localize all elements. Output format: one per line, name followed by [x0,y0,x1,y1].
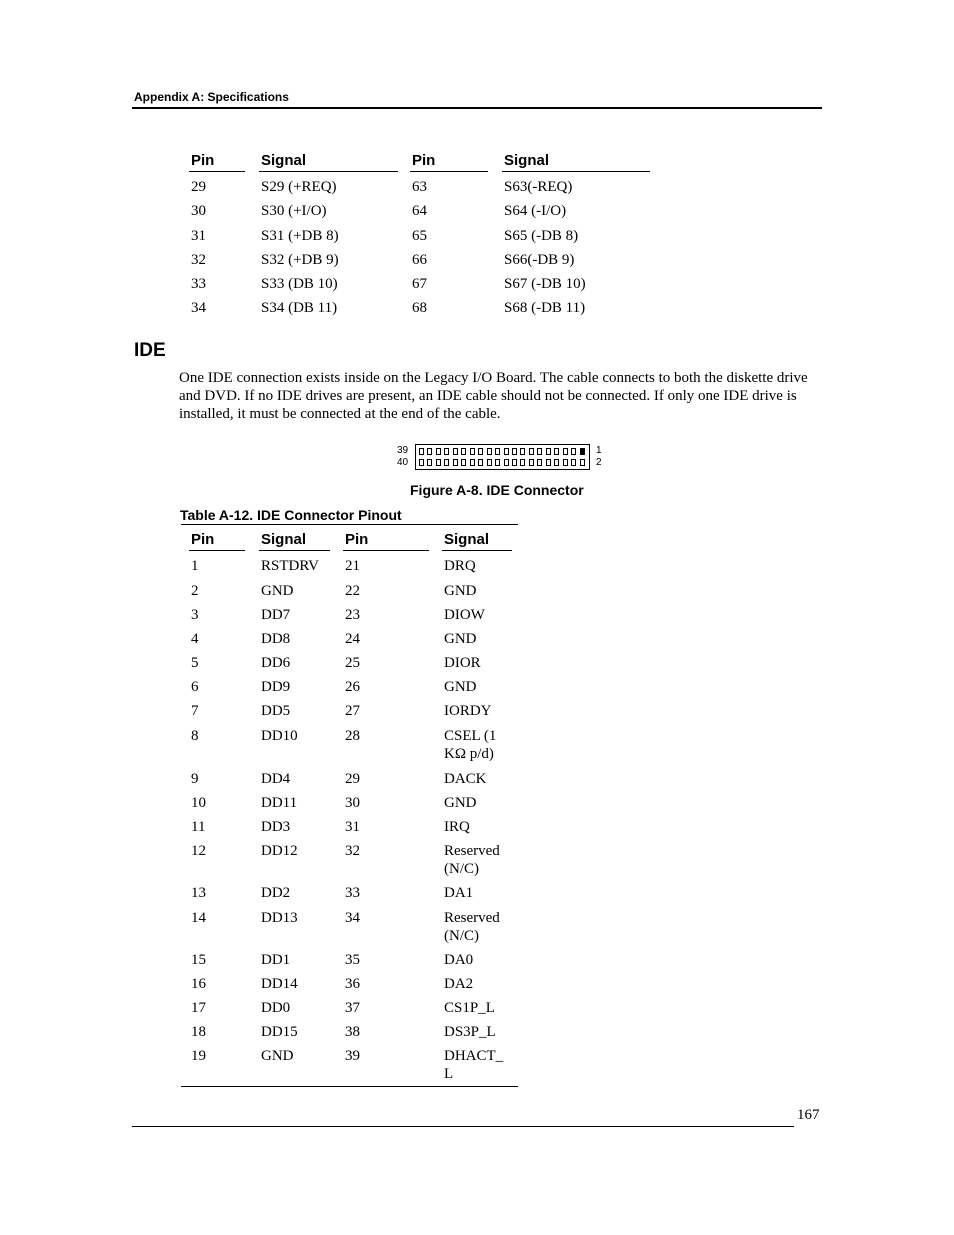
ide-table-cell: 36 [345,976,360,992]
connector-label-1: 1 [596,445,602,456]
section-heading: IDE [134,340,166,361]
scsi-table-cell: 68 [412,300,427,316]
connector-pin [419,448,424,455]
connector-pin [478,459,483,466]
scsi-header-signal-1: Signal [261,152,307,169]
ide-table-cell: 1 [191,558,199,574]
scsi-header-rule [259,171,398,172]
ide-table-cell: 2 [191,583,199,599]
ide-table-cell: DD12 [261,843,298,859]
ide-table-cell: DD4 [261,771,291,787]
connector-pin [444,448,449,455]
ide-table-cell: DD10 [261,728,298,744]
ide-table-cell: GND [261,583,294,599]
table-top-rule [181,524,518,525]
scsi-table-cell: 33 [191,276,206,292]
ide-connector-diagram [415,444,590,470]
ide-table-cell: 24 [345,631,360,647]
ide-table-cell: 21 [345,558,360,574]
ide-table-cell: DD1 [261,952,291,968]
ide-header-signal-2: Signal [444,531,490,548]
ide-table-cell: 39 [345,1048,360,1064]
ide-table-cell: DACK [444,771,487,787]
connector-pin [487,448,492,455]
table-bottom-rule [181,1086,518,1087]
ide-table-cell: 7 [191,703,199,719]
ide-header-rule [189,550,245,551]
ide-table-cell: 18 [191,1024,206,1040]
ide-table-cell: DRQ [444,558,476,574]
ide-table-cell: 4 [191,631,199,647]
ide-table-cell: CS1P_L [444,1000,495,1016]
connector-pin [580,459,585,466]
connector-pin [546,448,551,455]
connector-pin [427,459,432,466]
scsi-table-cell: 30 [191,203,206,219]
connector-pin [470,459,475,466]
scsi-header-rule [189,171,245,172]
ide-table-cell: 26 [345,679,360,695]
ide-table-cell: 3 [191,607,199,623]
connector-pin [546,459,551,466]
ide-table-cell: 8 [191,728,199,744]
connector-pin [436,448,441,455]
ide-table-cell: DD9 [261,679,291,695]
scsi-table-cell: 67 [412,276,427,292]
scsi-table-cell: S29 (+REQ) [261,179,337,195]
connector-pin [495,448,500,455]
ide-table-cell: DIOR [444,655,481,671]
ide-table-cell: GND [444,795,477,811]
scsi-table-cell: S66(-DB 9) [504,252,575,268]
connector-pin [580,448,585,455]
ide-table-cell: DD8 [261,631,291,647]
ide-table-cell: GND [444,631,477,647]
ide-table-cell: 16 [191,976,206,992]
connector-pin [520,459,525,466]
ide-table-cell: 5 [191,655,199,671]
ide-table-cell: 33 [345,885,360,901]
connector-pin [504,459,509,466]
scsi-header-pin-2: Pin [412,152,436,169]
scsi-table-cell: 34 [191,300,206,316]
table-caption: Table A-12. IDE Connector Pinout [180,507,402,523]
ide-table-cell: DA1 [444,885,474,901]
ide-table-cell: DD13 [261,910,298,926]
ide-table-cell: DA0 [444,952,474,968]
scsi-table-cell: 64 [412,203,427,219]
ide-table-cell: 34 [345,910,360,926]
scsi-table-cell: S34 (DB 11) [261,300,338,316]
ide-table-cell: 28 [345,728,360,744]
ide-table-cell: IRQ [444,819,470,835]
ide-header-rule [259,550,330,551]
ide-table-cell: GND [444,679,477,695]
connector-pin [470,448,475,455]
ide-table-cell: DD2 [261,885,291,901]
connector-pin [453,448,458,455]
ide-table-cell: DD6 [261,655,291,671]
scsi-header-signal-2: Signal [504,152,550,169]
ide-table-cell: 11 [191,819,206,835]
connector-pin [554,448,559,455]
connector-pin [427,448,432,455]
scsi-table-cell: 29 [191,179,206,195]
scsi-table-cell: S31 (+DB 8) [261,228,339,244]
connector-label-2: 2 [596,457,602,468]
scsi-table-cell: S63(-REQ) [504,179,573,195]
ide-table-cell: 9 [191,771,199,787]
ide-table-cell: DD14 [261,976,298,992]
connector-pin [512,459,517,466]
running-header: Appendix A: Specifications [134,90,289,104]
connector-pin [444,459,449,466]
scsi-header-rule [502,171,650,172]
ide-table-cell: 25 [345,655,360,671]
ide-table-cell: 37 [345,1000,360,1016]
scsi-table-cell: 63 [412,179,427,195]
ide-header-pin-2: Pin [345,531,369,548]
connector-pin [571,448,576,455]
section-paragraph: One IDE connection exists inside on the Legacy I/O Board. The cable connects to both the diskette drive and DVD. If no IDE drives are present, an IDE cable should not be connected. If only one IDE drive is installed, it must be connected at the end of the cable. [179,370,808,422]
ide-table-cell: 32 [345,843,360,859]
ide-table-cell: 10 [191,795,206,811]
connector-pin [504,448,509,455]
ide-table-cell: 31 [345,819,360,835]
ide-table-cell: 30 [345,795,360,811]
connector-pin [453,459,458,466]
ide-table-cell: DD3 [261,819,291,835]
ide-table-cell: DHACT_ L [444,1048,504,1082]
header-rule [132,107,822,109]
scsi-table-cell: 66 [412,252,427,268]
ide-table-cell: 27 [345,703,360,719]
connector-pin [512,448,517,455]
ide-table-cell: 35 [345,952,360,968]
figure-caption: Figure A-8. IDE Connector [410,482,584,498]
connector-pin [419,459,424,466]
connector-pin [461,448,466,455]
ide-table-cell: 19 [191,1048,206,1064]
ide-table-cell: 6 [191,679,199,695]
ide-table-cell: GND [444,583,477,599]
connector-pin [529,448,534,455]
ide-table-cell: 14 [191,910,206,926]
scsi-table-cell: S30 (+I/O) [261,203,327,219]
connector-pin [529,459,534,466]
ide-table-cell: DD7 [261,607,291,623]
ide-header-pin-1: Pin [191,531,215,548]
ide-table-cell: GND [261,1048,294,1064]
page-number: 167 [797,1107,820,1123]
scsi-header-pin-1: Pin [191,152,215,169]
ide-table-cell: 12 [191,843,206,859]
connector-label-40: 40 [397,457,409,468]
connector-pin [537,459,542,466]
ide-table-cell: 17 [191,1000,206,1016]
ide-table-cell: 22 [345,583,360,599]
connector-pin [554,459,559,466]
ide-table-cell: 15 [191,952,206,968]
ide-table-cell: CSEL (1 KΩ p/d) [444,728,497,762]
connector-pin [436,459,441,466]
ide-table-cell: 23 [345,607,360,623]
ide-table-cell: DA2 [444,976,474,992]
connector-pin [537,448,542,455]
ide-table-cell: 29 [345,771,360,787]
ide-table-cell: DD0 [261,1000,291,1016]
connector-pin [461,459,466,466]
connector-pin [563,459,568,466]
scsi-table-cell: 32 [191,252,206,268]
scsi-table-cell: S65 (-DB 8) [504,228,579,244]
connector-pin [563,448,568,455]
ide-table-cell: RSTDRV [261,558,319,574]
ide-table-cell: 38 [345,1024,360,1040]
ide-table-cell: Reserved (N/C) [444,843,500,877]
connector-label-39: 39 [397,445,409,456]
connector-pin [571,459,576,466]
ide-table-cell: DD5 [261,703,291,719]
ide-table-cell: Reserved (N/C) [444,910,500,944]
ide-table-cell: DS3P_L [444,1024,496,1040]
scsi-header-rule [410,171,488,172]
connector-pin [495,459,500,466]
connector-pin [487,459,492,466]
scsi-table-cell: S33 (DB 10) [261,276,338,292]
ide-table-cell: DD15 [261,1024,298,1040]
connector-pin [520,448,525,455]
footer-rule [132,1126,794,1127]
ide-table-cell: DD11 [261,795,298,811]
scsi-table-cell: S67 (-DB 10) [504,276,586,292]
ide-header-rule [442,550,512,551]
ide-header-rule [343,550,429,551]
scsi-table-cell: S64 (-I/O) [504,203,567,219]
ide-header-signal-1: Signal [261,531,307,548]
connector-pin [478,448,483,455]
scsi-table-cell: 31 [191,228,206,244]
ide-table-cell: DIOW [444,607,485,623]
scsi-table-cell: S32 (+DB 9) [261,252,339,268]
scsi-table-cell: 65 [412,228,427,244]
ide-table-cell: 13 [191,885,206,901]
scsi-table-cell: S68 (-DB 11) [504,300,586,316]
ide-table-cell: IORDY [444,703,492,719]
